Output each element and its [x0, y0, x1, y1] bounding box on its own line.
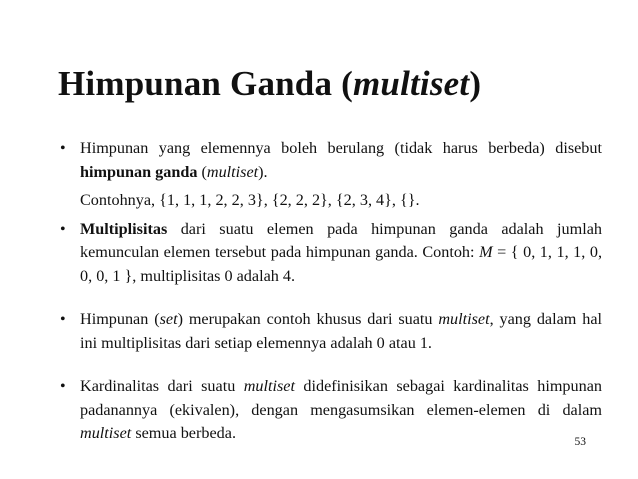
text-segment: dari suatu elemen pada himpunan ganda adalah jumlah kemunculan elemen tersebut pada himpunan ganda. Contoh: — [80, 219, 602, 261]
title-main: Himpunan Ganda ( — [58, 64, 353, 103]
text-segment: Himpunan ( — [80, 310, 160, 328]
slide-body — [60, 137, 602, 446]
bullet-item-4 — [60, 375, 602, 446]
text-segment: ) merupakan contoh khusus dari suatu — [177, 310, 439, 328]
text-segment: Himpunan yang elemennya boleh berulang (tidak harus berbeda) disebut — [80, 139, 602, 157]
title-close: ) — [469, 64, 482, 103]
bullet-item-2 — [60, 218, 602, 289]
text-segment: multiset — [80, 424, 132, 442]
text-segment: ). — [258, 162, 268, 181]
text-segment: M — [479, 243, 493, 261]
text-segment: = { 0, 1, 1, 1, 0, 0, 0, 1 }, multiplisitas 0 adalah 4. — [80, 243, 602, 285]
bullet-dot-icon: • — [60, 140, 66, 157]
bullet-item-3 — [60, 308, 602, 355]
text-segment: multiset — [243, 377, 295, 395]
bullet-dot-icon: • — [60, 220, 66, 238]
bullet-item-1 — [60, 137, 602, 184]
text-segment: ( — [197, 162, 207, 181]
bullet-1-text — [80, 139, 602, 181]
bullet-dot-icon: • — [60, 311, 66, 328]
slide-title — [58, 64, 481, 104]
text-segment: , yang dalam hal ini multiplisitas dari setiap elemennya adalah 0 atau 1. — [80, 310, 603, 352]
text-segment: himpunan ganda — [80, 162, 198, 181]
text-segment: multiset — [206, 162, 259, 181]
text-segment: Multiplisitas — [80, 219, 168, 238]
bullet-4-text — [80, 377, 602, 442]
text-segment: semua berbeda. — [131, 424, 236, 442]
text-segment: set — [159, 310, 178, 328]
page-number: 53 — [574, 436, 586, 448]
example-text: Contohnya, {1, 1, 1, 2, 2, 3}, {2, 2, 2}, {2, 3, 4}, {}. — [80, 191, 420, 209]
title-italic: multiset — [352, 64, 470, 103]
text-segment: multiset — [438, 310, 490, 328]
bullet-3-text — [80, 310, 602, 352]
bullet-2-text — [80, 220, 602, 285]
text-segment: didefinisikan sebagai kardinalitas himpunan padanannya (ekivalen), dengan mengasumsikan elemen-elemen di dalam — [80, 377, 602, 419]
bullet-dot-icon: • — [60, 378, 66, 395]
text-segment: Kardinalitas dari suatu — [80, 377, 244, 395]
